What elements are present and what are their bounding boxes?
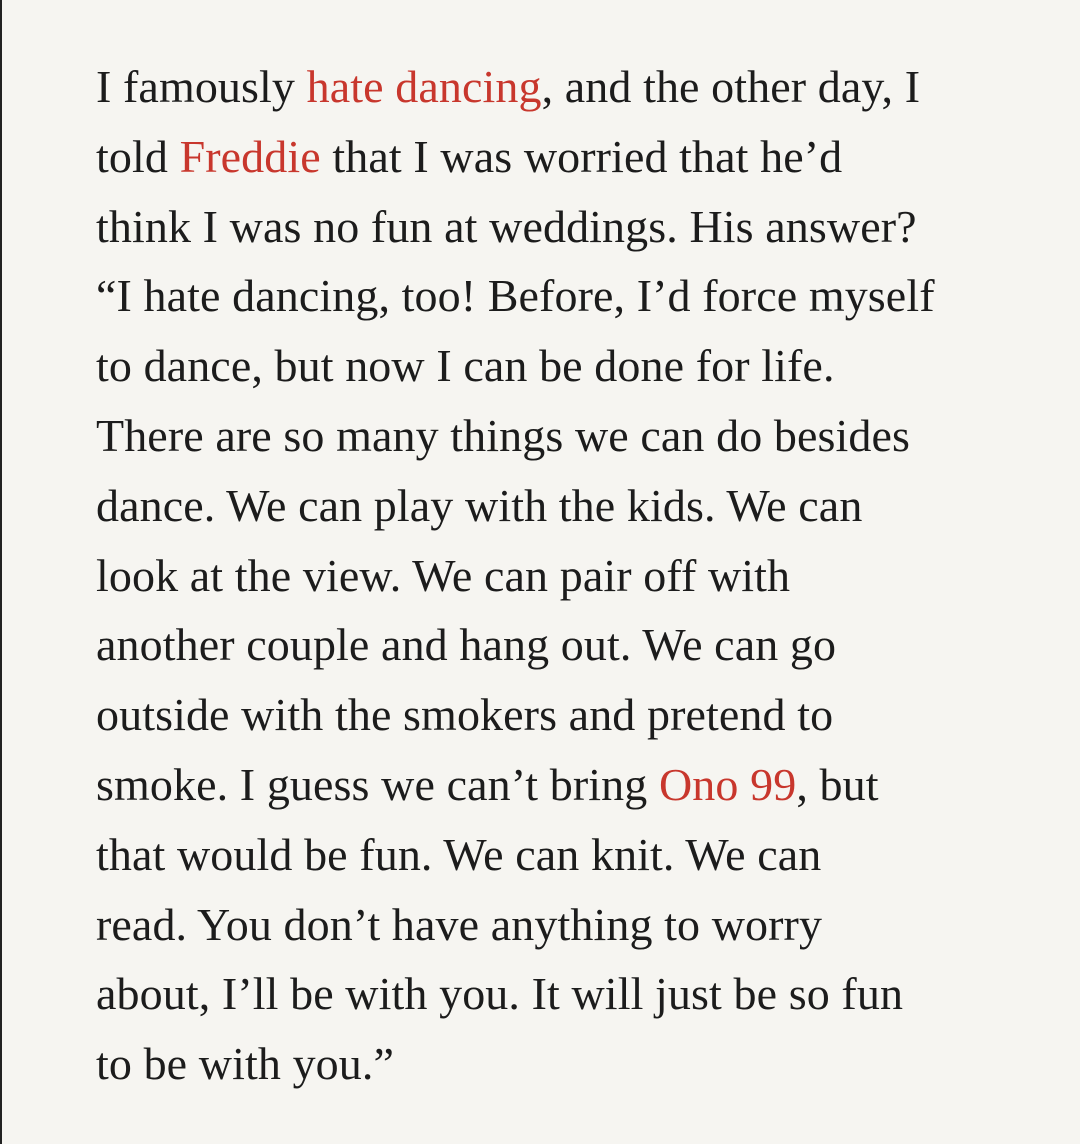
text-line: [96, 820, 1056, 890]
text-line: [96, 192, 1056, 262]
inline-link[interactable]: Freddie: [179, 130, 321, 182]
text-line: [96, 122, 1056, 192]
text-line: [96, 610, 1056, 680]
text-run: told: [96, 130, 180, 182]
text-run: that I was worried that he’d: [320, 130, 843, 182]
text-line: [96, 52, 1056, 122]
text-run: to be with you.”: [96, 1038, 394, 1090]
text-line: [96, 750, 1056, 820]
text-run: “I hate dancing, too! Before, I’d force myself: [96, 270, 935, 322]
text-run: read. You don’t have anything to worry: [96, 898, 823, 950]
text-run: about, I’ll be with you. It will just be so fun: [96, 968, 904, 1020]
text-run: outside with the smokers and pretend to: [96, 689, 834, 741]
text-line: [96, 959, 1056, 1029]
text-run: that would be fun. We can knit. We can: [96, 828, 822, 880]
text-run: , and the other day, I: [541, 61, 921, 112]
quote-passage: [96, 52, 1056, 1099]
left-edge-rule: [0, 0, 2, 1144]
text-run: look at the view. We can pair off with: [96, 549, 791, 601]
text-line: [96, 331, 1056, 401]
text-line: [96, 1029, 1056, 1099]
text-run: There are so many things we can do besides: [96, 409, 911, 461]
text-run: , but: [796, 758, 879, 810]
text-line: [96, 471, 1056, 541]
text-line: [96, 680, 1056, 750]
text-line: [96, 541, 1056, 611]
text-run: to dance, but now I can be done for life.: [96, 340, 835, 392]
inline-link[interactable]: hate dancing: [306, 61, 542, 112]
inline-link[interactable]: Ono 99: [658, 758, 797, 810]
text-run: another couple and hang out. We can go: [96, 619, 837, 671]
text-run: think I was no fun at weddings. His answer?: [96, 200, 917, 252]
text-line: [96, 401, 1056, 471]
text-line: [96, 890, 1056, 960]
text-run: I famously: [96, 61, 307, 112]
text-line: [96, 261, 1056, 331]
text-run: smoke. I guess we can’t bring: [96, 758, 659, 810]
text-run: dance. We can play with the kids. We can: [96, 479, 863, 531]
